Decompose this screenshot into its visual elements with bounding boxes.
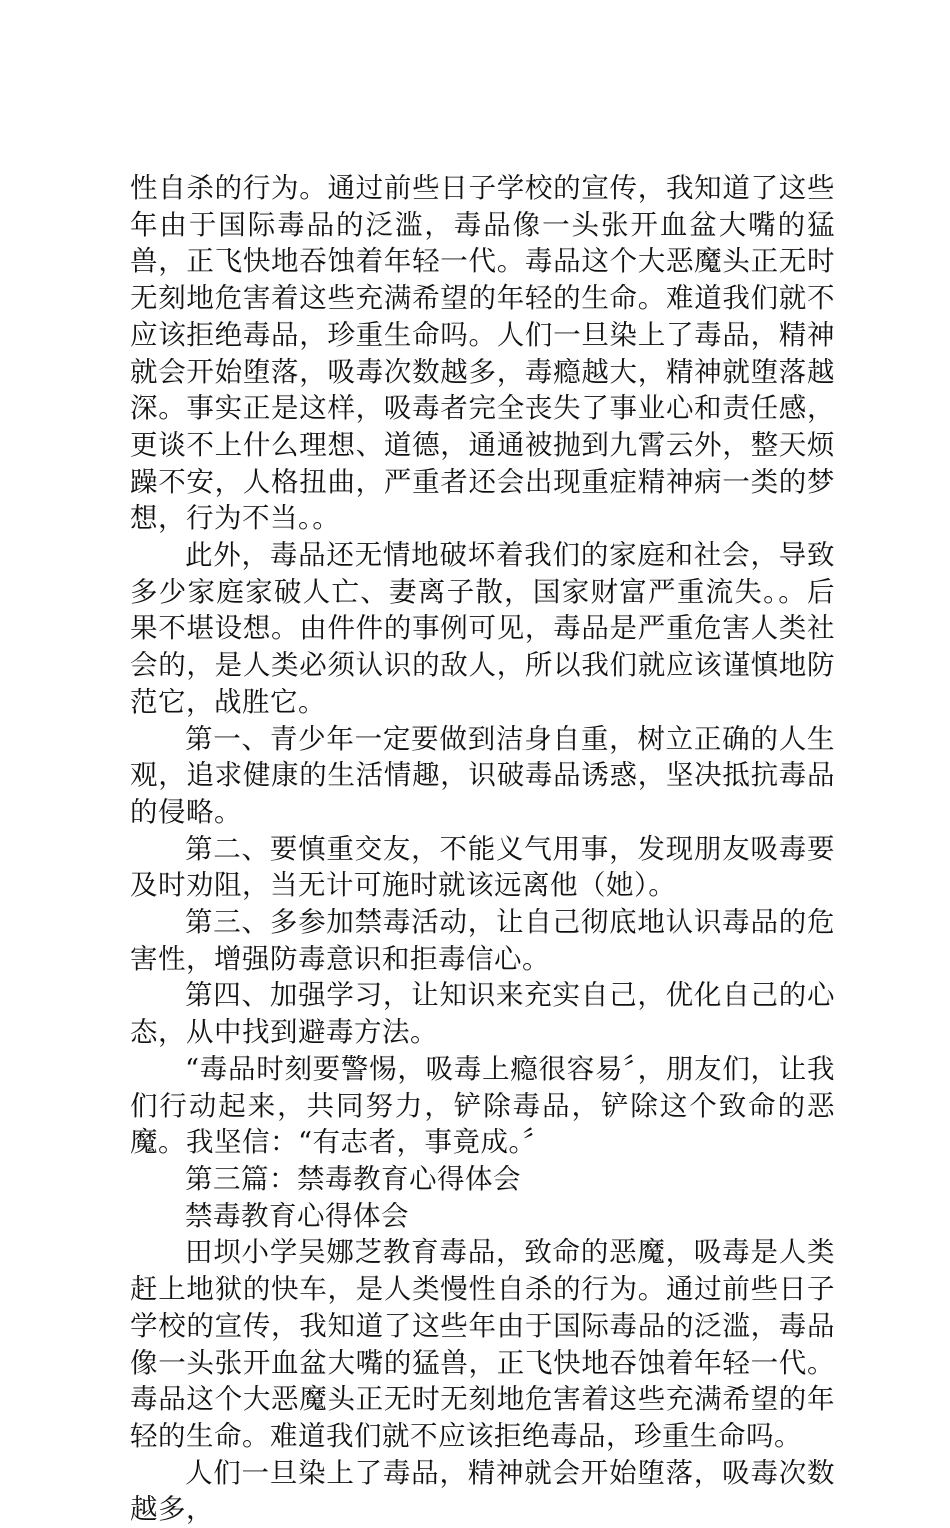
paragraph-2: 此外，毒品还无情地破坏着我们的家庭和社会，导致多少家庭家破人亡、妻离子散，国家财富严重流失。。后果不堪设想。由件件的事例可见，毒品是严重危害人类社会的，是人类必须认识的敌人，所以我们就应该谨慎地防范它，战胜它。 <box>130 539 835 718</box>
paragraph-7: “毒品时刻要警惕，吸毒上瘾很容易〞，朋友们，让我们行动起来，共同努力，铲除毒品，铲除这个致命的恶魔。我坚信：“有志者，事竟成。〞 <box>130 1052 835 1159</box>
paragraph-9: 人们一旦染上了毒品，精神就会开始堕落，吸毒次数越多， <box>130 1456 835 1526</box>
paragraph-8: 田坝小学吴娜芝教育毒品，致命的恶魔，吸毒是人类赶上地狱的快车，是人类慢性自杀的行为。通过前些日子学校的宣传，我知道了这些年由于国际毒品的泛滥，毒品像一头张开血盆大嘴的猛兽，正飞快地吞蚀着年轻一代。毒品这个大恶魔头正无时无刻地危害着这些充满希望的年轻的生命。难道我们就不应该拒绝毒品，珍重生命吗。 <box>130 1236 835 1452</box>
paragraph-1: 性自杀的行为。通过前些日子学校的宣传，我知道了这些年由于国际毒品的泛滥，毒品像一头张开血盆大嘴的猛兽，正飞快地吞蚀着年轻一代。毒品这个大恶魔头正无时无刻地危害着这些充满希望的年轻的生命。难道我们就不应该拒绝毒品，珍重生命吗。人们一旦染上了毒品，精神就会开始堕落，吸毒次数越多，毒瘾越大，精神就堕落越深。事实正是这样，吸毒者完全丧失了事业心和责任感，更谈不上什么理想、道德，通通被抛到九霄云外，整天烦躁不安，人格扭曲，严重者还会出现重症精神病一类的梦想，行为不当。。 <box>130 172 835 535</box>
paragraph-3: 第一、青少年一定要做到洁身自重，树立正确的人生观，追求健康的生活情趣，识破毒品诱惑，坚决抵抗毒品的侵略。 <box>130 722 835 828</box>
section-heading: 第三篇：禁毒教育心得体会 <box>185 1162 521 1195</box>
section-subtitle: 禁毒教育心得体会 <box>185 1199 409 1232</box>
paragraph-6: 第四、加强学习，让知识来充实自己，优化自己的心态，从中找到避毒方法。 <box>130 979 835 1049</box>
paragraph-4: 第二、要慎重交友，不能义气用事，发现朋友吸毒要及时劝阻，当无计可施时就该远离他（她）。 <box>130 832 835 902</box>
document-body <box>130 170 835 1528</box>
paragraph-5: 第三、多参加禁毒活动，让自己彻底地认识毒品的危害性，增强防毒意识和拒毒信心。 <box>130 906 835 975</box>
